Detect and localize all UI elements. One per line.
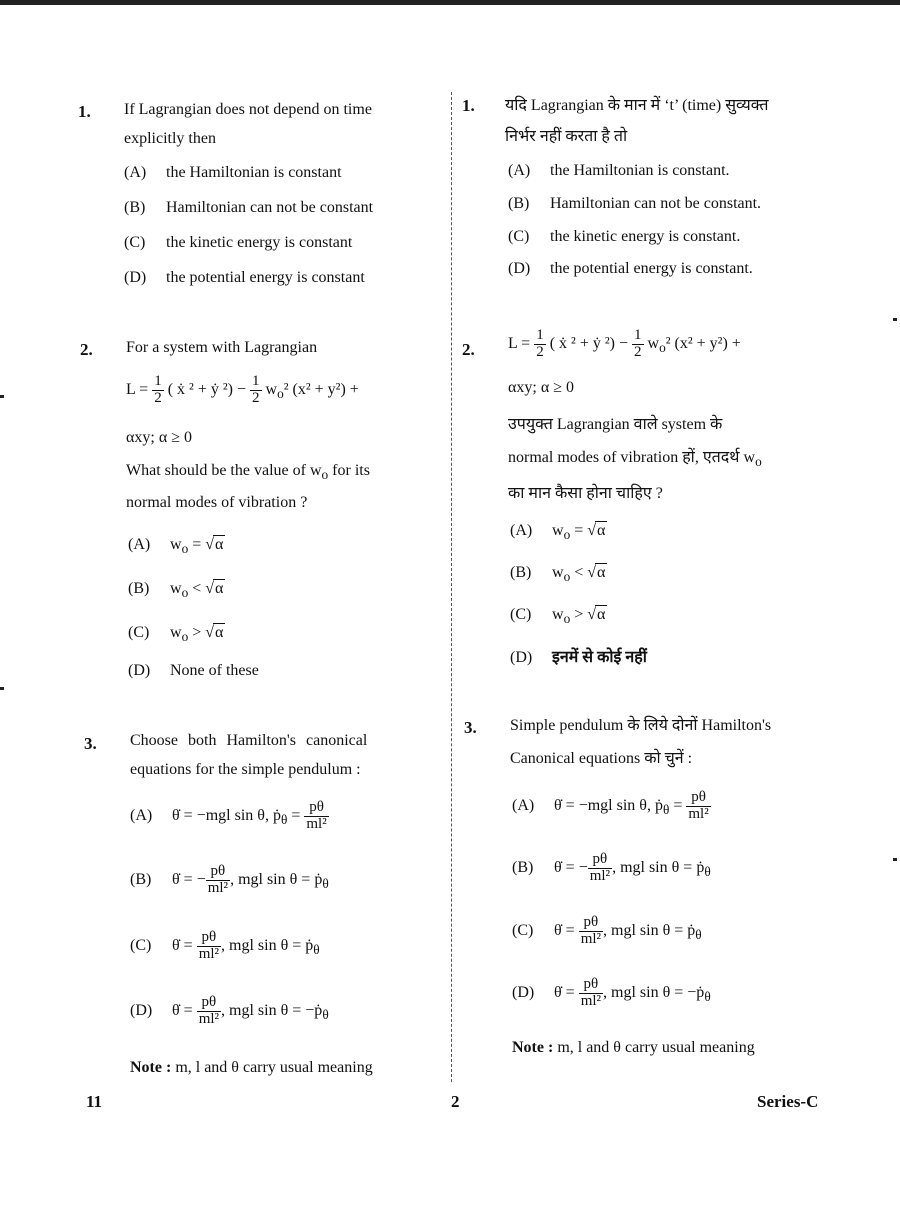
option: (C) the kinetic energy is constant. [508, 228, 741, 245]
edge-mark [0, 687, 4, 690]
square-root: √α [587, 522, 606, 539]
question-number: 3. [464, 718, 477, 737]
equation-continued: αxy; α ≥ 0 [508, 379, 574, 396]
fraction: $\frac{p\theta}{\text{ml²}}$ [580, 914, 602, 947]
fraction: $\frac{p\theta}{\text{ml²}}$ [580, 976, 602, 1009]
option: (A) $w_o = √\alpha$ [510, 522, 606, 543]
square-root: √α [205, 536, 224, 553]
option: (A) θ̇ = −mgl sin θ, ṗ$_\theta$ = $\frac{p\theta}{\text{ml²}}$ [512, 789, 709, 822]
option: (C) θ̇ = $\frac{p\theta}{\text{ml²}}$ , mgl sin θ = ṗ$_\theta$ [130, 929, 320, 962]
square-root: √α [205, 580, 224, 597]
column-divider [451, 92, 452, 1082]
square-root: √α [587, 606, 606, 623]
square-root: √α [587, 564, 606, 581]
option: (D) इनमें से कोई नहीं [510, 649, 647, 666]
option: (C) the kinetic energy is constant [124, 234, 353, 251]
option: (D) the potential energy is constant [124, 269, 365, 286]
edge-mark [893, 318, 897, 321]
fraction: $\frac{1}{2}$ [252, 373, 260, 406]
lagrangian-equation: L = $\frac{1}{2}$ ( ẋ ² + ẏ ²) − $\frac{1}{2}$ $w_o^2$ (x² + y²) + [508, 327, 741, 360]
edge-mark [893, 858, 897, 861]
option: (C) $w_o > √\alpha$ [510, 606, 606, 627]
question-stem: explicitly then [124, 130, 216, 147]
question-number: 2. [462, 340, 475, 359]
question-stem: If Lagrangian does not depend on time [124, 101, 372, 118]
question-stem: normal modes of vibration ? [126, 494, 308, 511]
square-root: √α [205, 624, 224, 641]
fraction: $\frac{p\theta}{\text{ml²}}$ [198, 994, 220, 1027]
question-number: 2. [80, 340, 93, 359]
series-label: Series-C [757, 1092, 819, 1111]
option: (D) θ̇ = $\frac{p\theta}{\text{ml²}}$ , mgl sin θ = −ṗ$_\theta$ [512, 976, 711, 1009]
equation-continued: αxy; α ≥ 0 [126, 429, 192, 446]
note: Note : m, l and θ carry usual meaning [130, 1059, 373, 1076]
option: (B) $w_o < √\alpha$ [128, 580, 224, 601]
question-stem: यदि Lagrangian के मान में ‘t’ (time) सुव्यक्त [505, 97, 769, 114]
fraction: $\frac{1}{2}$ [634, 327, 642, 360]
option: (B) Hamiltonian can not be constant. [508, 195, 762, 212]
option: (A) the Hamiltonian is constant [124, 164, 342, 181]
left-page-number: 11 [86, 1092, 103, 1111]
option: (B) θ̇ = − $\frac{p\theta}{\text{ml²}}$ , mgl sin θ = ṗ$_\theta$ [512, 851, 711, 884]
fraction: $\frac{p\theta}{\text{ml²}}$ [589, 851, 611, 884]
question-number: 3. [84, 734, 97, 753]
question-stem: Choose both Hamilton's canonical [130, 732, 368, 749]
fraction: $\frac{1}{2}$ [154, 373, 162, 406]
question-stem: equations for the simple pendulum : [130, 761, 361, 778]
fraction: $\frac{p\theta}{\text{ml²}}$ [688, 789, 709, 822]
fraction: $\frac{p\theta}{\text{ml²}}$ [207, 863, 229, 896]
question-stem: Simple pendulum के लिये दोनों Hamilton's [510, 717, 772, 734]
question-number: 1. [78, 102, 91, 121]
question-stem: Canonical equations को चुनें : [510, 750, 693, 767]
question-stem: उपयुक्त Lagrangian वाले system के [508, 416, 723, 433]
lagrangian-equation: L = $\frac{1}{2}$ ( ẋ ² + ẏ ²) − $\frac{1}{2}$ $w_o^2$ (x² + y²) + [126, 373, 359, 406]
option: (B) Hamiltonian can not be constant [124, 199, 374, 216]
page-number: 2 [451, 1092, 460, 1111]
option: (C) $w_o > √\alpha$ [128, 624, 224, 645]
option: (D) θ̇ = $\frac{p\theta}{\text{ml²}}$ , mgl sin θ = −ṗ$_\theta$ [130, 994, 329, 1027]
option: (D) the potential energy is constant. [508, 260, 753, 277]
top-rule [0, 0, 900, 5]
option: (A) θ̇ = −mgl sin θ, ṗ$_\theta$ = $\frac{p\theta}{\text{ml²}}$ [130, 799, 327, 832]
note: Note : m, l and θ carry usual meaning [512, 1039, 755, 1056]
option: (C) θ̇ = $\frac{p\theta}{\text{ml²}}$ , mgl sin θ = ṗ$_\theta$ [512, 914, 702, 947]
option: (A) the Hamiltonian is constant. [508, 162, 730, 179]
question-stem: normal modes of vibration हों, एतदर्थ $w_o$ [508, 449, 762, 470]
option: (B) $w_o < √\alpha$ [510, 564, 606, 585]
option: (B) θ̇ = − $\frac{p\theta}{\text{ml²}}$ , mgl sin θ = ṗ$_\theta$ [130, 863, 329, 896]
question-number: 1. [462, 96, 475, 115]
fraction: $\frac{1}{2}$ [536, 327, 544, 360]
fraction: $\frac{p\theta}{\text{ml²}}$ [198, 929, 220, 962]
fraction: $\frac{p\theta}{\text{ml²}}$ [306, 799, 327, 832]
option: (A) $w_o = √\alpha$ [128, 536, 224, 557]
question-stem: What should be the value of $w_o$ for its [126, 462, 370, 483]
question-stem: For a system with Lagrangian [126, 339, 318, 356]
option: (D) None of these [128, 662, 259, 679]
edge-mark [0, 395, 4, 398]
question-stem: निर्भर नहीं करता है तो [505, 128, 628, 145]
question-stem: का मान कैसा होना चाहिए ? [508, 485, 663, 502]
